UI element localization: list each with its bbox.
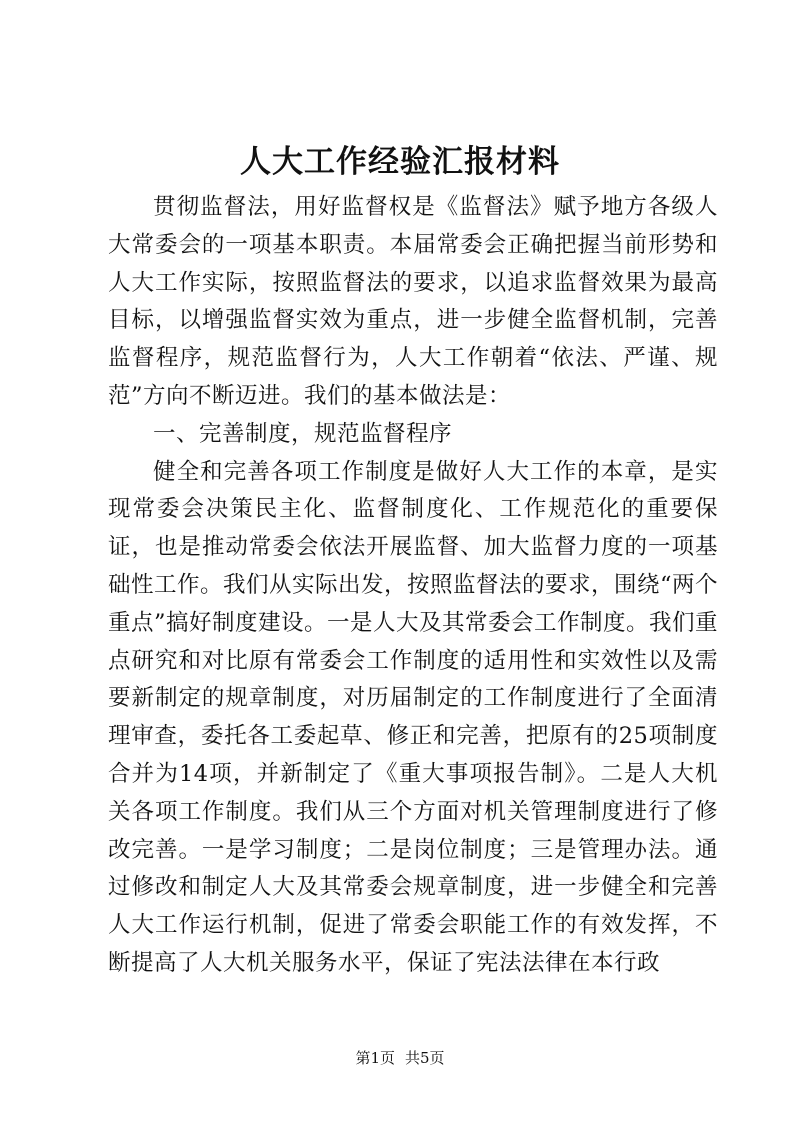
paragraph-section-1: 健全和完善各项工作制度是做好人大工作的本章，是实现常委会决策民主化、监督制度化、工作规范化的重要保证，也是推动常委会依法开展监督、加大监督力度的一项基础性工作。我们从实际出发，按照监督法的要求，围绕“两个重点”搞好制度建设。一是人大及其常委会工作制度。我们重点研究和对比原有常委会工作制度的适用性和实效性以及需要新制定的规章制度，对历届制定的工作制度进行了全面清理审查，委托各工委起草、修正和完善，把原有的25项制度合并为14项，并新制定了《重大事项报告制》。二是人大机关各项工作制度。我们从三个方面对机关管理制度进行了修改完善。一是学习制度；二是岗位制度；三是管理办法。通过修改和制定人大及其常委会规章制度，进一步健全和完善人大工作运行机制，促进了常委会职能工作的有效发挥，不断提高了人大机关服务水平，保证了宪法法律在本行政 [108, 458, 719, 976]
page-total: 共5页 [405, 1049, 445, 1067]
paragraph-intro: 贯彻监督法，用好监督权是《监督法》赋予地方各级人大常委会的一项基本职责。本届常委会正确把握当前形势和人大工作实际，按照监督法的要求，以追求监督效果为最高目标，以增强监督实效为重点，进一步健全监督机制，完善监督程序，规范监督行为，人大工作朝着“依法、严谨、规范”方向不断迈进。我们的基本做法是： [108, 194, 718, 409]
document-title: 人大工作经验汇报材料 [240, 144, 560, 180]
page-footer [0, 1047, 800, 1069]
section-heading-1: 一、完善制度，规范监督程序 [153, 420, 453, 447]
document-body [108, 189, 718, 983]
page-number: 第1页 [355, 1049, 395, 1067]
